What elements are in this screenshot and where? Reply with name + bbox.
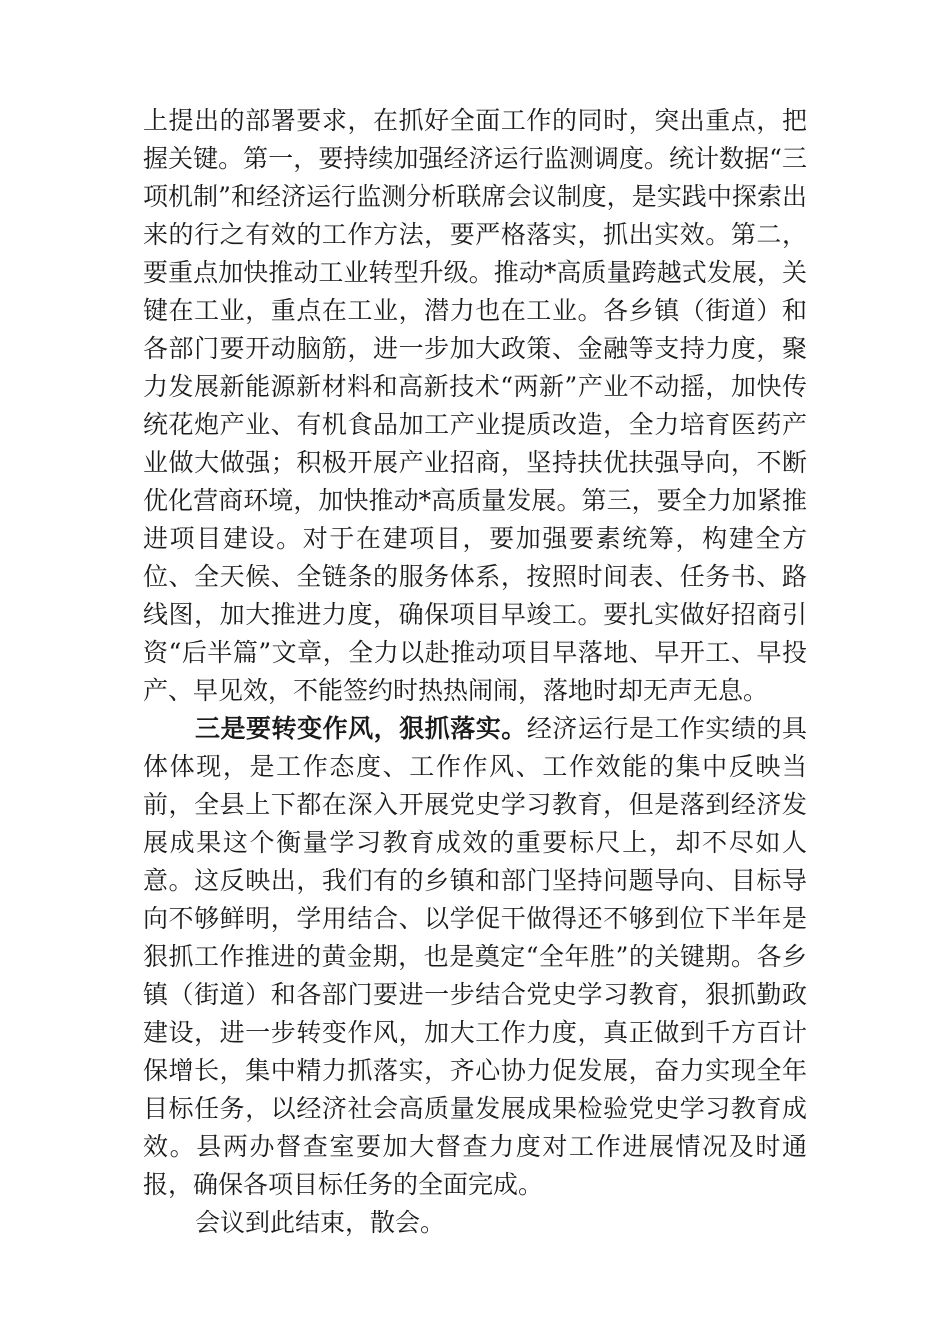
paragraph-text: 会议到此结束，散会。 — [195, 1208, 446, 1237]
paragraph-text: 经济运行是工作实绩的具体体现，是工作态度、工作作风、工作效能的集中反映当前，全县上下都在深入开展党史学习教育，但是落到经济发展成果这个衡量学习教育成效的重要标尺上，却不尽如人意。这反映出，我们有的乡镇和部门坚持问题导向、目标导向不够鲜明，学用结合、以学促干做得还不够到位下半年是狠抓工作推进的黄金期，也是奠定“全年胜”的关键期。各乡镇（街道）和各部门要进一步结合党史学习教育，狠抓勤政建设，进一步转变作风，加大工作力度，真正做到千方百计保增长，集中精力抓落实，齐心协力促发展，奋力实现全年目标任务，以经济社会高质量发展成果检验党史学习教育成效。县两办督查室要加大督查力度对工作进展情况及时通报，确保各项目标任务的全面完成。 — [143, 714, 807, 1199]
body-paragraph-point-three — [143, 710, 807, 1204]
paragraph-lead-heading: 三是要转变作风，狠抓落实。 — [195, 714, 527, 743]
paragraph-text: 上提出的部署要求，在抓好全面工作的同时，突出重点，把握关键。第一，要持续加强经济运行监测调度。统计数据“三项机制”和经济运行监测分析联席会议制度，是实践中探索出来的行之有效的工作方法，要严格落实，抓出实效。第二，要重点加快推动工业转型升级。推动*高质量跨越式发展，关键在工业，重点在工业，潜力也在工业。各乡镇（街道）和各部门要开动脑筋，进一步加大政策、金融等支持力度，聚力发展新能源新材料和高新技术“两新”产业不动摇，加快传统花炮产业、有机食品加工产业提质改造，全力培育医药产业做大做强；积极开展产业招商，坚持扶优扶强导向，不断优化营商环境，加快推动*高质量发展。第三，要全力加紧推进项目建设。对于在建项目，要加强要素统筹，构建全方位、全天候、全链条的服务体系，按照时间表、任务书、路线图，加大推进力度，确保项目早竣工。要扎实做好招商引资“后半篇”文章，全力以赴推动项目早落地、早开工、早投产、早见效，不能签约时热热闹闹，落地时却无声无息。 — [143, 106, 807, 705]
body-paragraph-continuation — [143, 102, 807, 710]
closing-paragraph — [143, 1204, 807, 1242]
document-body — [143, 102, 807, 1242]
